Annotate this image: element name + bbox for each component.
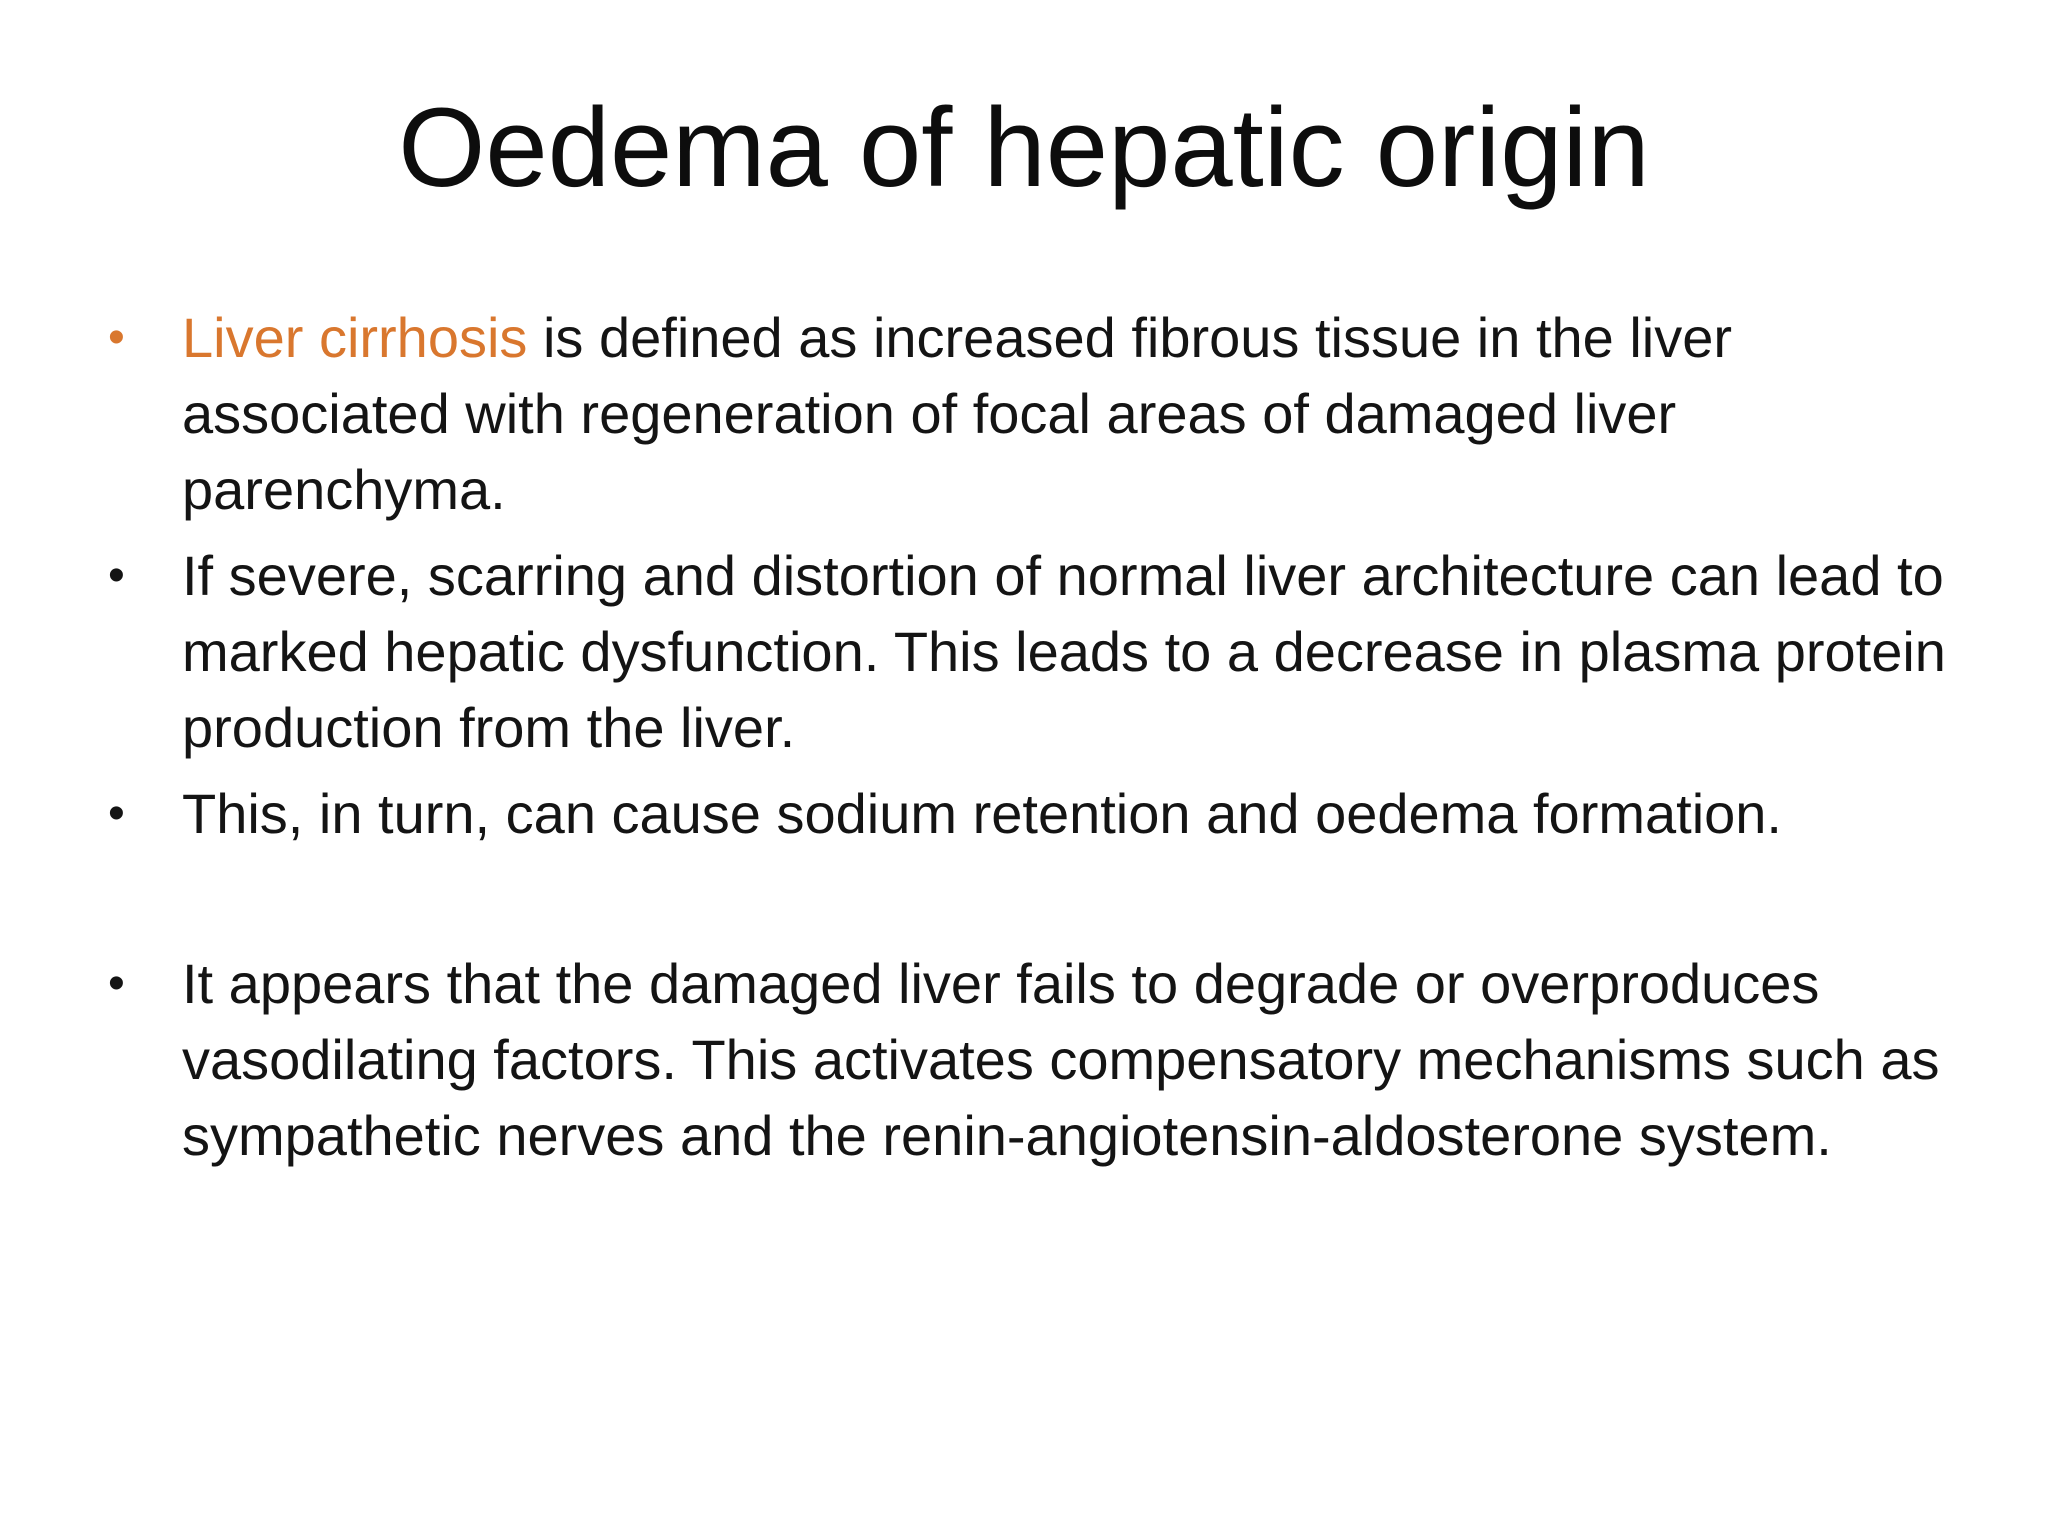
bullet-item-sodium-retention — [100, 776, 1980, 852]
slide-title: Oedema of hepatic origin — [398, 85, 1650, 210]
bullet-text: If severe, scarring and distortion of normal liver architecture can lead to marked hepatic dysfunction. This leads to a decrease in plasma protein production from the liver. — [182, 544, 1946, 759]
bullet-item-severe-dysfunction — [100, 538, 1980, 766]
bullet-list — [100, 300, 1980, 1174]
bullet-text: This, in turn, can cause sodium retention and oedema formation. — [182, 782, 1782, 845]
bullet-dot-icon: • — [108, 957, 125, 1010]
bullet-dot-icon: • — [108, 311, 125, 364]
bullet-text: It appears that the damaged liver fails to degrade or overproduces vasodilating factors. This activates compensatory mechanisms such as sympathetic nerves and the renin-angiotensin-aldosterone system. — [182, 952, 1940, 1167]
bullet-item-vasodilating-factors — [100, 946, 1980, 1174]
bullet-item-cirrhosis-definition — [100, 300, 1980, 528]
bullet-dot-icon: • — [108, 787, 125, 840]
highlighted-term: Liver cirrhosis — [182, 306, 528, 369]
bullet-dot-icon: • — [108, 549, 125, 602]
bullet-text: is defined as increased fibrous tissue in the liver associated with regeneration of focal areas of damaged liver parenchyma. — [182, 306, 1733, 521]
